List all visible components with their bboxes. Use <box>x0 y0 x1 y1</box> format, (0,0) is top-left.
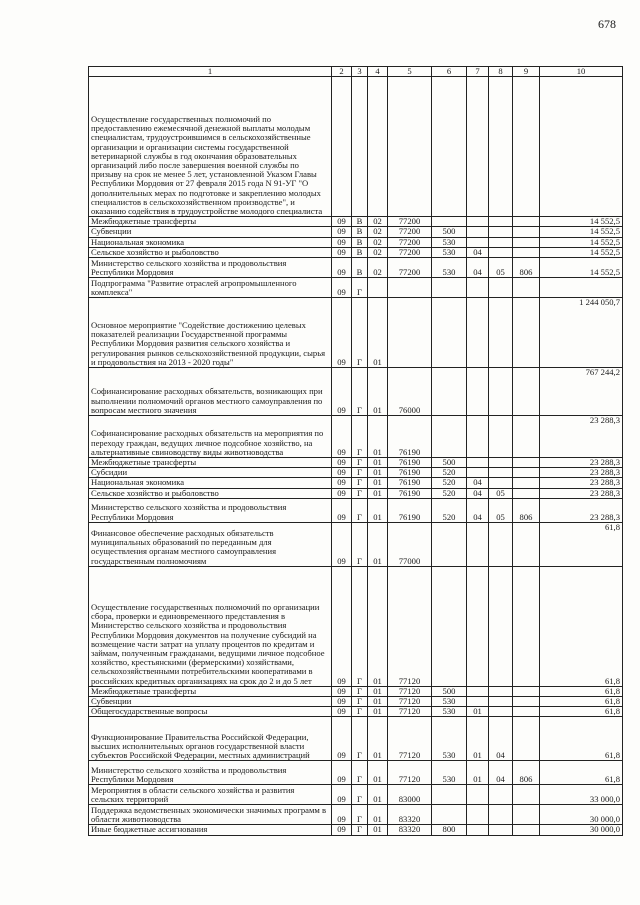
col-8-code: 05 <box>489 488 513 498</box>
amount: 14 552,5 <box>540 258 623 278</box>
col-6-code <box>432 566 467 686</box>
table-row <box>89 468 623 478</box>
col-8-code <box>489 707 513 717</box>
amount: 767 244,2 <box>540 368 623 416</box>
col-4-code <box>368 278 388 298</box>
table-row <box>89 522 623 566</box>
table-row <box>89 247 623 257</box>
col-2-code: 09 <box>332 761 352 785</box>
col-7-code <box>467 278 489 298</box>
col-header: 2 <box>332 67 352 77</box>
col-7-code: 04 <box>467 498 489 522</box>
col-4-code: 01 <box>368 761 388 785</box>
row-name: Общегосударственные вопросы <box>89 707 332 717</box>
col-8-code: 04 <box>489 761 513 785</box>
amount: 23 288,3 <box>540 488 623 498</box>
col-9-code <box>513 247 540 257</box>
amount: 33 000,0 <box>540 785 623 805</box>
col-4-code: 01 <box>368 298 388 368</box>
col-header: 9 <box>513 67 540 77</box>
col-8-code <box>489 237 513 247</box>
col-6-code: 520 <box>432 478 467 488</box>
col-7-code <box>467 697 489 707</box>
col-4-code: 01 <box>368 368 388 416</box>
col-4-code <box>368 77 388 217</box>
col-4-code: 01 <box>368 825 388 835</box>
table-row <box>89 217 623 227</box>
col-3-code: В <box>352 258 368 278</box>
col-3-code <box>352 77 368 217</box>
col-4-code: 02 <box>368 227 388 237</box>
row-name: Подпрограмма "Развитие отраслей агропромышленного комплекса" <box>89 278 332 298</box>
col-9-code <box>513 478 540 488</box>
col-2-code: 09 <box>332 498 352 522</box>
col-7-code <box>467 566 489 686</box>
amount: 61,8 <box>540 761 623 785</box>
col-5-code: 83320 <box>388 805 432 825</box>
col-5-code: 76190 <box>388 498 432 522</box>
col-5-code: 77200 <box>388 258 432 278</box>
col-2-code: 09 <box>332 686 352 696</box>
col-9-code <box>513 686 540 696</box>
col-5-code: 83320 <box>388 825 432 835</box>
col-3-code: Г <box>352 566 368 686</box>
col-6-code: 530 <box>432 707 467 717</box>
col-7-code <box>467 785 489 805</box>
col-4-code: 01 <box>368 566 388 686</box>
col-9-code <box>513 785 540 805</box>
col-7-code: 04 <box>467 258 489 278</box>
col-4-code: 01 <box>368 717 388 761</box>
col-header: 6 <box>432 67 467 77</box>
table-row <box>89 761 623 785</box>
col-2-code: 09 <box>332 522 352 566</box>
col-3-code: Г <box>352 785 368 805</box>
col-6-code: 530 <box>432 247 467 257</box>
col-8-code <box>489 522 513 566</box>
col-6-code: 520 <box>432 468 467 478</box>
col-7-code <box>467 77 489 217</box>
row-name: Мероприятия в области сельского хозяйства и развития сельских территорий <box>89 785 332 805</box>
amount: 23 288,3 <box>540 478 623 488</box>
page-number: 678 <box>598 17 616 31</box>
col-6-code: 530 <box>432 258 467 278</box>
col-6-code <box>432 368 467 416</box>
col-6-code: 530 <box>432 761 467 785</box>
col-6-code <box>432 522 467 566</box>
col-9-code <box>513 522 540 566</box>
row-name: Межбюджетные трансферты <box>89 686 332 696</box>
col-3-code: Г <box>352 707 368 717</box>
table-row <box>89 686 623 696</box>
table-row <box>89 416 623 458</box>
table-row <box>89 717 623 761</box>
col-8-code <box>489 478 513 488</box>
row-name: Финансовое обеспечение расходных обязательств муниципальных образований по переданным для осуществления органам местного самоуправления государственным полномочиям <box>89 522 332 566</box>
col-2-code: 09 <box>332 298 352 368</box>
col-8-code <box>489 785 513 805</box>
col-5-code: 76190 <box>388 468 432 478</box>
col-7-code <box>467 217 489 227</box>
col-7-code <box>467 298 489 368</box>
col-9-code <box>513 805 540 825</box>
col-4-code: 01 <box>368 785 388 805</box>
col-3-code: Г <box>352 368 368 416</box>
col-3-code: Г <box>352 278 368 298</box>
table-row <box>89 785 623 805</box>
col-5-code <box>388 278 432 298</box>
table-row <box>89 498 623 522</box>
col-7-code <box>467 227 489 237</box>
col-5-code <box>388 298 432 368</box>
col-6-code: 530 <box>432 237 467 247</box>
table-row <box>89 237 623 247</box>
col-8-code <box>489 217 513 227</box>
col-7-code: 04 <box>467 488 489 498</box>
col-4-code: 02 <box>368 217 388 227</box>
amount: 61,8 <box>540 707 623 717</box>
col-2-code: 09 <box>332 697 352 707</box>
col-5-code: 77200 <box>388 237 432 247</box>
table-row <box>89 697 623 707</box>
table-row <box>89 478 623 488</box>
col-9-code <box>513 717 540 761</box>
row-name: Сельское хозяйство и рыболовство <box>89 488 332 498</box>
row-name: Министерство сельского хозяйства и продовольствия Республики Мордовия <box>89 761 332 785</box>
table-row <box>89 805 623 825</box>
col-9-code <box>513 488 540 498</box>
col-6-code: 530 <box>432 717 467 761</box>
amount: 61,8 <box>540 697 623 707</box>
amount: 14 552,5 <box>540 217 623 227</box>
col-7-code <box>467 686 489 696</box>
col-5-code: 76190 <box>388 416 432 458</box>
col-2-code: 09 <box>332 566 352 686</box>
col-6-code <box>432 217 467 227</box>
col-5-code: 77120 <box>388 566 432 686</box>
col-2-code: 09 <box>332 416 352 458</box>
col-header: 4 <box>368 67 388 77</box>
col-8-code: 05 <box>489 258 513 278</box>
col-4-code: 01 <box>368 707 388 717</box>
col-header: 1 <box>89 67 332 77</box>
col-5-code: 77000 <box>388 522 432 566</box>
col-2-code: 09 <box>332 717 352 761</box>
table-row <box>89 258 623 278</box>
row-name: Субвенции <box>89 227 332 237</box>
amount: 14 552,5 <box>540 237 623 247</box>
col-6-code: 500 <box>432 458 467 468</box>
col-8-code <box>489 368 513 416</box>
col-9-code <box>513 217 540 227</box>
amount: 61,8 <box>540 717 623 761</box>
row-name: Субвенции <box>89 697 332 707</box>
col-5-code: 76190 <box>388 488 432 498</box>
col-4-code: 01 <box>368 498 388 522</box>
col-3-code: Г <box>352 488 368 498</box>
col-7-code <box>467 458 489 468</box>
col-2-code: 09 <box>332 805 352 825</box>
col-8-code <box>489 805 513 825</box>
amount: 23 288,3 <box>540 468 623 478</box>
col-3-code: Г <box>352 825 368 835</box>
row-name: Национальная экономика <box>89 478 332 488</box>
col-2-code: 09 <box>332 258 352 278</box>
col-header: 7 <box>467 67 489 77</box>
col-5-code: 77200 <box>388 227 432 237</box>
budget-table <box>88 66 623 836</box>
col-3-code: Г <box>352 522 368 566</box>
col-6-code: 520 <box>432 498 467 522</box>
col-8-code <box>489 278 513 298</box>
col-6-code: 530 <box>432 697 467 707</box>
col-4-code: 01 <box>368 416 388 458</box>
col-9-code <box>513 298 540 368</box>
col-4-code: 02 <box>368 258 388 278</box>
col-9-code <box>513 825 540 835</box>
col-7-code <box>467 468 489 478</box>
row-name: Поддержка ведомственных экономически значимых программ в области животноводства <box>89 805 332 825</box>
col-4-code: 01 <box>368 458 388 468</box>
col-2-code: 09 <box>332 278 352 298</box>
col-9-code: 806 <box>513 761 540 785</box>
row-name: Основное мероприятие "Содействие достижению целевых показателей реализации Государственной программы Республики Мордовия развития сельского хозяйства и регулирования рынков сельскохозяйственной продукции, сырья и продовольствия на 2013 - 2020 годы" <box>89 298 332 368</box>
col-5-code: 77120 <box>388 697 432 707</box>
col-8-code <box>489 697 513 707</box>
col-7-code <box>467 522 489 566</box>
amount: 23 288,3 <box>540 458 623 468</box>
col-3-code: Г <box>352 761 368 785</box>
col-5-code: 76190 <box>388 458 432 468</box>
col-2-code: 09 <box>332 227 352 237</box>
col-6-code: 500 <box>432 227 467 237</box>
amount: 30 000,0 <box>540 825 623 835</box>
col-7-code: 04 <box>467 247 489 257</box>
amount: 61,8 <box>540 566 623 686</box>
col-8-code <box>489 686 513 696</box>
col-6-code: 500 <box>432 686 467 696</box>
table-row <box>89 825 623 835</box>
table-row <box>89 368 623 416</box>
table-row <box>89 278 623 298</box>
row-name: Министерство сельского хозяйства и продовольствия Республики Мордовия <box>89 258 332 278</box>
col-3-code: В <box>352 237 368 247</box>
col-5-code <box>388 77 432 217</box>
col-6-code <box>432 77 467 217</box>
col-5-code: 76190 <box>388 478 432 488</box>
row-name: Иные бюджетные ассигнования <box>89 825 332 835</box>
col-3-code: Г <box>352 805 368 825</box>
row-name: Субсидии <box>89 468 332 478</box>
col-8-code <box>489 247 513 257</box>
col-8-code <box>489 77 513 217</box>
col-3-code: Г <box>352 498 368 522</box>
amount: 23 288,3 <box>540 498 623 522</box>
col-3-code: Г <box>352 416 368 458</box>
amount: 61,8 <box>540 686 623 696</box>
table-row <box>89 707 623 717</box>
col-6-code <box>432 416 467 458</box>
row-name: Межбюджетные трансферты <box>89 458 332 468</box>
table-row <box>89 458 623 468</box>
col-8-code <box>489 825 513 835</box>
col-9-code <box>513 707 540 717</box>
col-8-code: 05 <box>489 498 513 522</box>
col-2-code: 09 <box>332 458 352 468</box>
col-header: 10 <box>540 67 623 77</box>
col-6-code <box>432 785 467 805</box>
row-name: Софинансирование расходных обязательств на мероприятия по переходу граждан, ведущих личное подсобное хозяйство, на альтернативные свиноводству виды животноводства <box>89 416 332 458</box>
col-8-code: 04 <box>489 717 513 761</box>
col-9-code <box>513 77 540 217</box>
col-2-code: 09 <box>332 478 352 488</box>
col-9-code <box>513 458 540 468</box>
col-5-code: 77120 <box>388 707 432 717</box>
col-2-code: 09 <box>332 707 352 717</box>
row-name: Софинансирование расходных обязательств, возникающих при выполнении полномочий органов местного самоуправления по вопросам местного значения <box>89 368 332 416</box>
col-9-code <box>513 237 540 247</box>
col-2-code: 09 <box>332 217 352 227</box>
row-name: Министерство сельского хозяйства и продовольствия Республики Мордовия <box>89 498 332 522</box>
col-7-code <box>467 237 489 247</box>
col-3-code: В <box>352 217 368 227</box>
col-7-code: 01 <box>467 717 489 761</box>
table-row <box>89 488 623 498</box>
col-3-code: Г <box>352 468 368 478</box>
col-2-code: 09 <box>332 785 352 805</box>
col-3-code: Г <box>352 478 368 488</box>
row-name: Национальная экономика <box>89 237 332 247</box>
col-3-code: Г <box>352 298 368 368</box>
amount <box>540 278 623 298</box>
col-5-code: 83000 <box>388 785 432 805</box>
col-4-code: 02 <box>368 237 388 247</box>
col-6-code: 520 <box>432 488 467 498</box>
col-7-code <box>467 368 489 416</box>
col-2-code: 09 <box>332 825 352 835</box>
row-name: Осуществление государственных полномочий по предоставлению ежемесячной денежной выплаты молодым специалистам, трудоустроившимся в сельскохозяйственные организации и организации системы государственной ветеринарной службы в год окончания образовательных организаций либо после завершения военной службы по призыву на срок не менее 5 лет, установленной Указом Главы Республики Мордовия от 27 февраля 2015 года N 91-УГ "О дополнительных мерах по подготовке и закреплению молодых специалистов в сельскохозяйственном производстве", и оказанию содействия в трудоустройстве молодого специалиста <box>89 77 332 217</box>
col-7-code <box>467 805 489 825</box>
col-5-code: 76000 <box>388 368 432 416</box>
col-2-code: 09 <box>332 247 352 257</box>
col-8-code <box>489 416 513 458</box>
col-header: 8 <box>489 67 513 77</box>
col-6-code <box>432 278 467 298</box>
col-header: 3 <box>352 67 368 77</box>
col-4-code: 01 <box>368 522 388 566</box>
col-5-code: 77120 <box>388 686 432 696</box>
col-9-code <box>513 416 540 458</box>
col-8-code <box>489 458 513 468</box>
col-2-code: 09 <box>332 488 352 498</box>
table-row <box>89 77 623 217</box>
col-3-code: Г <box>352 686 368 696</box>
col-2-code: 09 <box>332 468 352 478</box>
col-9-code: 806 <box>513 498 540 522</box>
col-4-code: 01 <box>368 468 388 478</box>
col-9-code <box>513 368 540 416</box>
amount: 14 552,5 <box>540 247 623 257</box>
col-5-code: 77120 <box>388 761 432 785</box>
amount: 30 000,0 <box>540 805 623 825</box>
col-9-code: 806 <box>513 258 540 278</box>
col-2-code: 09 <box>332 368 352 416</box>
col-6-code <box>432 805 467 825</box>
col-8-code <box>489 298 513 368</box>
col-8-code <box>489 566 513 686</box>
col-6-code <box>432 298 467 368</box>
col-8-code <box>489 227 513 237</box>
col-8-code <box>489 468 513 478</box>
col-5-code: 77200 <box>388 217 432 227</box>
amount: 61,8 <box>540 522 623 566</box>
row-name: Межбюджетные трансферты <box>89 217 332 227</box>
amount: 23 288,3 <box>540 416 623 458</box>
col-4-code: 01 <box>368 805 388 825</box>
col-7-code: 01 <box>467 707 489 717</box>
col-9-code <box>513 278 540 298</box>
table-row <box>89 227 623 237</box>
col-2-code <box>332 77 352 217</box>
col-9-code <box>513 468 540 478</box>
row-name: Функционирование Правительства Российской Федерации, высших исполнительных органов государственной власти субъектов Российской Федерации, местных администраций <box>89 717 332 761</box>
amount: 14 552,5 <box>540 227 623 237</box>
col-3-code: В <box>352 227 368 237</box>
col-4-code: 01 <box>368 697 388 707</box>
col-9-code <box>513 566 540 686</box>
header-row <box>89 67 623 77</box>
row-name: Сельское хозяйство и рыболовство <box>89 247 332 257</box>
col-3-code: Г <box>352 697 368 707</box>
table-row <box>89 298 623 368</box>
amount <box>540 77 623 217</box>
col-3-code: В <box>352 247 368 257</box>
col-4-code: 01 <box>368 478 388 488</box>
col-7-code <box>467 825 489 835</box>
col-5-code: 77200 <box>388 247 432 257</box>
col-7-code <box>467 416 489 458</box>
col-9-code <box>513 227 540 237</box>
col-2-code: 09 <box>332 237 352 247</box>
col-4-code: 01 <box>368 488 388 498</box>
col-7-code: 01 <box>467 761 489 785</box>
col-4-code: 02 <box>368 247 388 257</box>
amount: 1 244 050,7 <box>540 298 623 368</box>
col-6-code: 800 <box>432 825 467 835</box>
col-7-code: 04 <box>467 478 489 488</box>
col-9-code <box>513 697 540 707</box>
col-header: 5 <box>388 67 432 77</box>
table-row <box>89 566 623 686</box>
col-3-code: Г <box>352 717 368 761</box>
col-3-code: Г <box>352 458 368 468</box>
row-name: Осуществление государственных полномочий по организации сбора, проверки и единовременного представления в Министерство сельского хозяйства и продовольствия Республики Мордовия документов на получение субсидий на возмещение части затрат на уплату процентов по кредитам и займам, полученным гражданами, ведущими личное подсобное хозяйство, крестьянскими (фермерскими) хозяйствами, сельскохозяйственными потребительскими кооперативами в российских кредитных организациях на срок до 2 и до 5 лет <box>89 566 332 686</box>
col-4-code: 01 <box>368 686 388 696</box>
col-5-code: 77120 <box>388 717 432 761</box>
